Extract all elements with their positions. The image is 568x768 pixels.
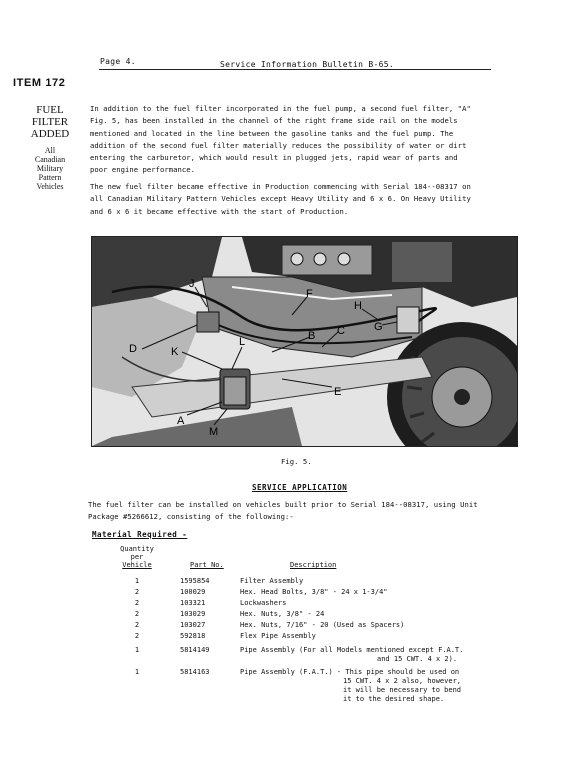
production-paragraph: [90, 181, 530, 218]
qty-cell: 1: [134, 668, 140, 676]
qty-cell: 2: [134, 588, 140, 596]
material-required-heading: Material Required -: [92, 530, 188, 539]
intro-paragraph: [90, 103, 530, 177]
part-cell: 103029: [180, 610, 206, 618]
desc-cell-continued: and 15 CWT. 4 x 2).: [377, 655, 458, 663]
side-sub-line: Vehicles: [36, 182, 64, 191]
figure-caption: Fig. 5.: [281, 457, 312, 466]
qty-cell: 2: [134, 632, 140, 640]
part-cell: 592818: [180, 632, 206, 640]
qty-cell: 1: [134, 646, 140, 654]
side-sub-line: Canadian: [34, 155, 66, 164]
engine-photo-figure: [91, 236, 518, 447]
header-line: Quantity: [120, 545, 154, 553]
part-number-header: Part No.: [190, 561, 224, 569]
header-line: Vehicle: [122, 561, 152, 569]
side-sub-line: All: [44, 146, 56, 155]
desc-cell-continued: it will be necessary to bend: [343, 686, 462, 694]
desc-cell: Lockwashers: [240, 599, 287, 607]
side-title-line: FILTER: [31, 116, 69, 128]
bulletin-title: Service Information Bulletin B-65.: [220, 60, 394, 69]
label-j: J: [189, 278, 195, 290]
qty-cell: 1: [134, 577, 140, 585]
part-cell: 103027: [180, 621, 206, 629]
label-l: L: [239, 336, 246, 348]
qty-cell: 2: [134, 599, 140, 607]
side-sub-line: Pattern: [38, 173, 62, 182]
side-title-line: ADDED: [30, 128, 70, 140]
label-c: C: [337, 325, 345, 337]
text-line: The new fuel filter became effective in Production commencing with Serial 184--08317 on: [90, 182, 471, 191]
service-application-heading: SERVICE APPLICATION: [252, 483, 348, 492]
label-h: H: [354, 300, 362, 312]
side-caption: [20, 104, 80, 191]
text-line: entering the carburetor, which would result in plugged jets, rapid wear of parts and: [90, 153, 458, 163]
text-line: Package #5266612, consisting of the following:-: [88, 512, 294, 522]
header-rule: [99, 69, 491, 70]
label-m: M: [209, 426, 219, 438]
qty-cell: 2: [134, 610, 140, 618]
label-b: B: [308, 330, 316, 342]
text-line: poor engine performance.: [90, 165, 196, 175]
label-e: E: [334, 386, 342, 398]
engine-photo-illustration: [92, 237, 517, 446]
desc-cell-continued: it to the desired shape.: [343, 695, 445, 703]
desc-cell-continued: 15 CWT. 4 x 2 also, however,: [343, 677, 462, 685]
label-g: G: [374, 321, 383, 333]
desc-cell: Hex. Nuts, 3/8" - 24: [240, 610, 325, 618]
part-cell: 5814163: [180, 668, 210, 676]
item-number: ITEM 172: [13, 77, 66, 89]
desc-cell: Hex. Head Bolts, 3/8" - 24 x 1-3/4": [240, 588, 388, 596]
header-line: per: [130, 553, 144, 561]
text-line: addition of the second fuel filter materially reduces the possibility of water or dirt: [90, 140, 467, 150]
quantity-header: [112, 545, 162, 569]
text-line: mentioned and located in the line between the gasoline tanks and the fuel pump. The: [90, 128, 454, 138]
part-cell: 5814149: [180, 646, 210, 654]
part-cell: 103321: [180, 599, 206, 607]
text-line: all Canadian Military Pattern Vehicles except Heavy Utility and 6 x 6. On Heavy Utility: [90, 194, 471, 204]
qty-cell: 2: [134, 621, 140, 629]
label-k: K: [171, 346, 179, 358]
label-f: F: [306, 288, 313, 300]
page-number: Page 4.: [100, 57, 136, 66]
text-line: The fuel filter can be installed on vehicles built prior to Serial 184--08317, using Unit: [88, 500, 478, 509]
text-line: In addition to the fuel filter incorporated in the fuel pump, a second fuel filter, "A": [90, 104, 471, 113]
side-title-line: FUEL: [36, 104, 64, 116]
label-a: A: [177, 415, 185, 427]
part-cell: 1595854: [180, 577, 210, 585]
desc-cell: Hex. Nuts, 7/16" - 20 (Used as Spacers): [240, 621, 405, 629]
text-line: and 6 x 6 it became effective with the start of Production.: [90, 206, 349, 216]
side-sub-line: Military: [36, 164, 64, 173]
service-intro: [88, 499, 528, 524]
text-line: Fig. 5, has been installed in the channel of the right frame side rail on the models: [90, 116, 458, 126]
desc-cell: Flex Pipe Assembly: [240, 632, 316, 640]
part-cell: 100029: [180, 588, 206, 596]
desc-cell: Pipe Assembly (For all Models mentioned except F.A.T.: [240, 646, 464, 654]
description-header: Description: [290, 561, 337, 569]
desc-cell: Pipe Assembly (F.A.T.) - This pipe should be used on: [240, 668, 460, 676]
label-d: D: [129, 343, 137, 355]
desc-cell: Filter Assembly: [240, 577, 304, 585]
